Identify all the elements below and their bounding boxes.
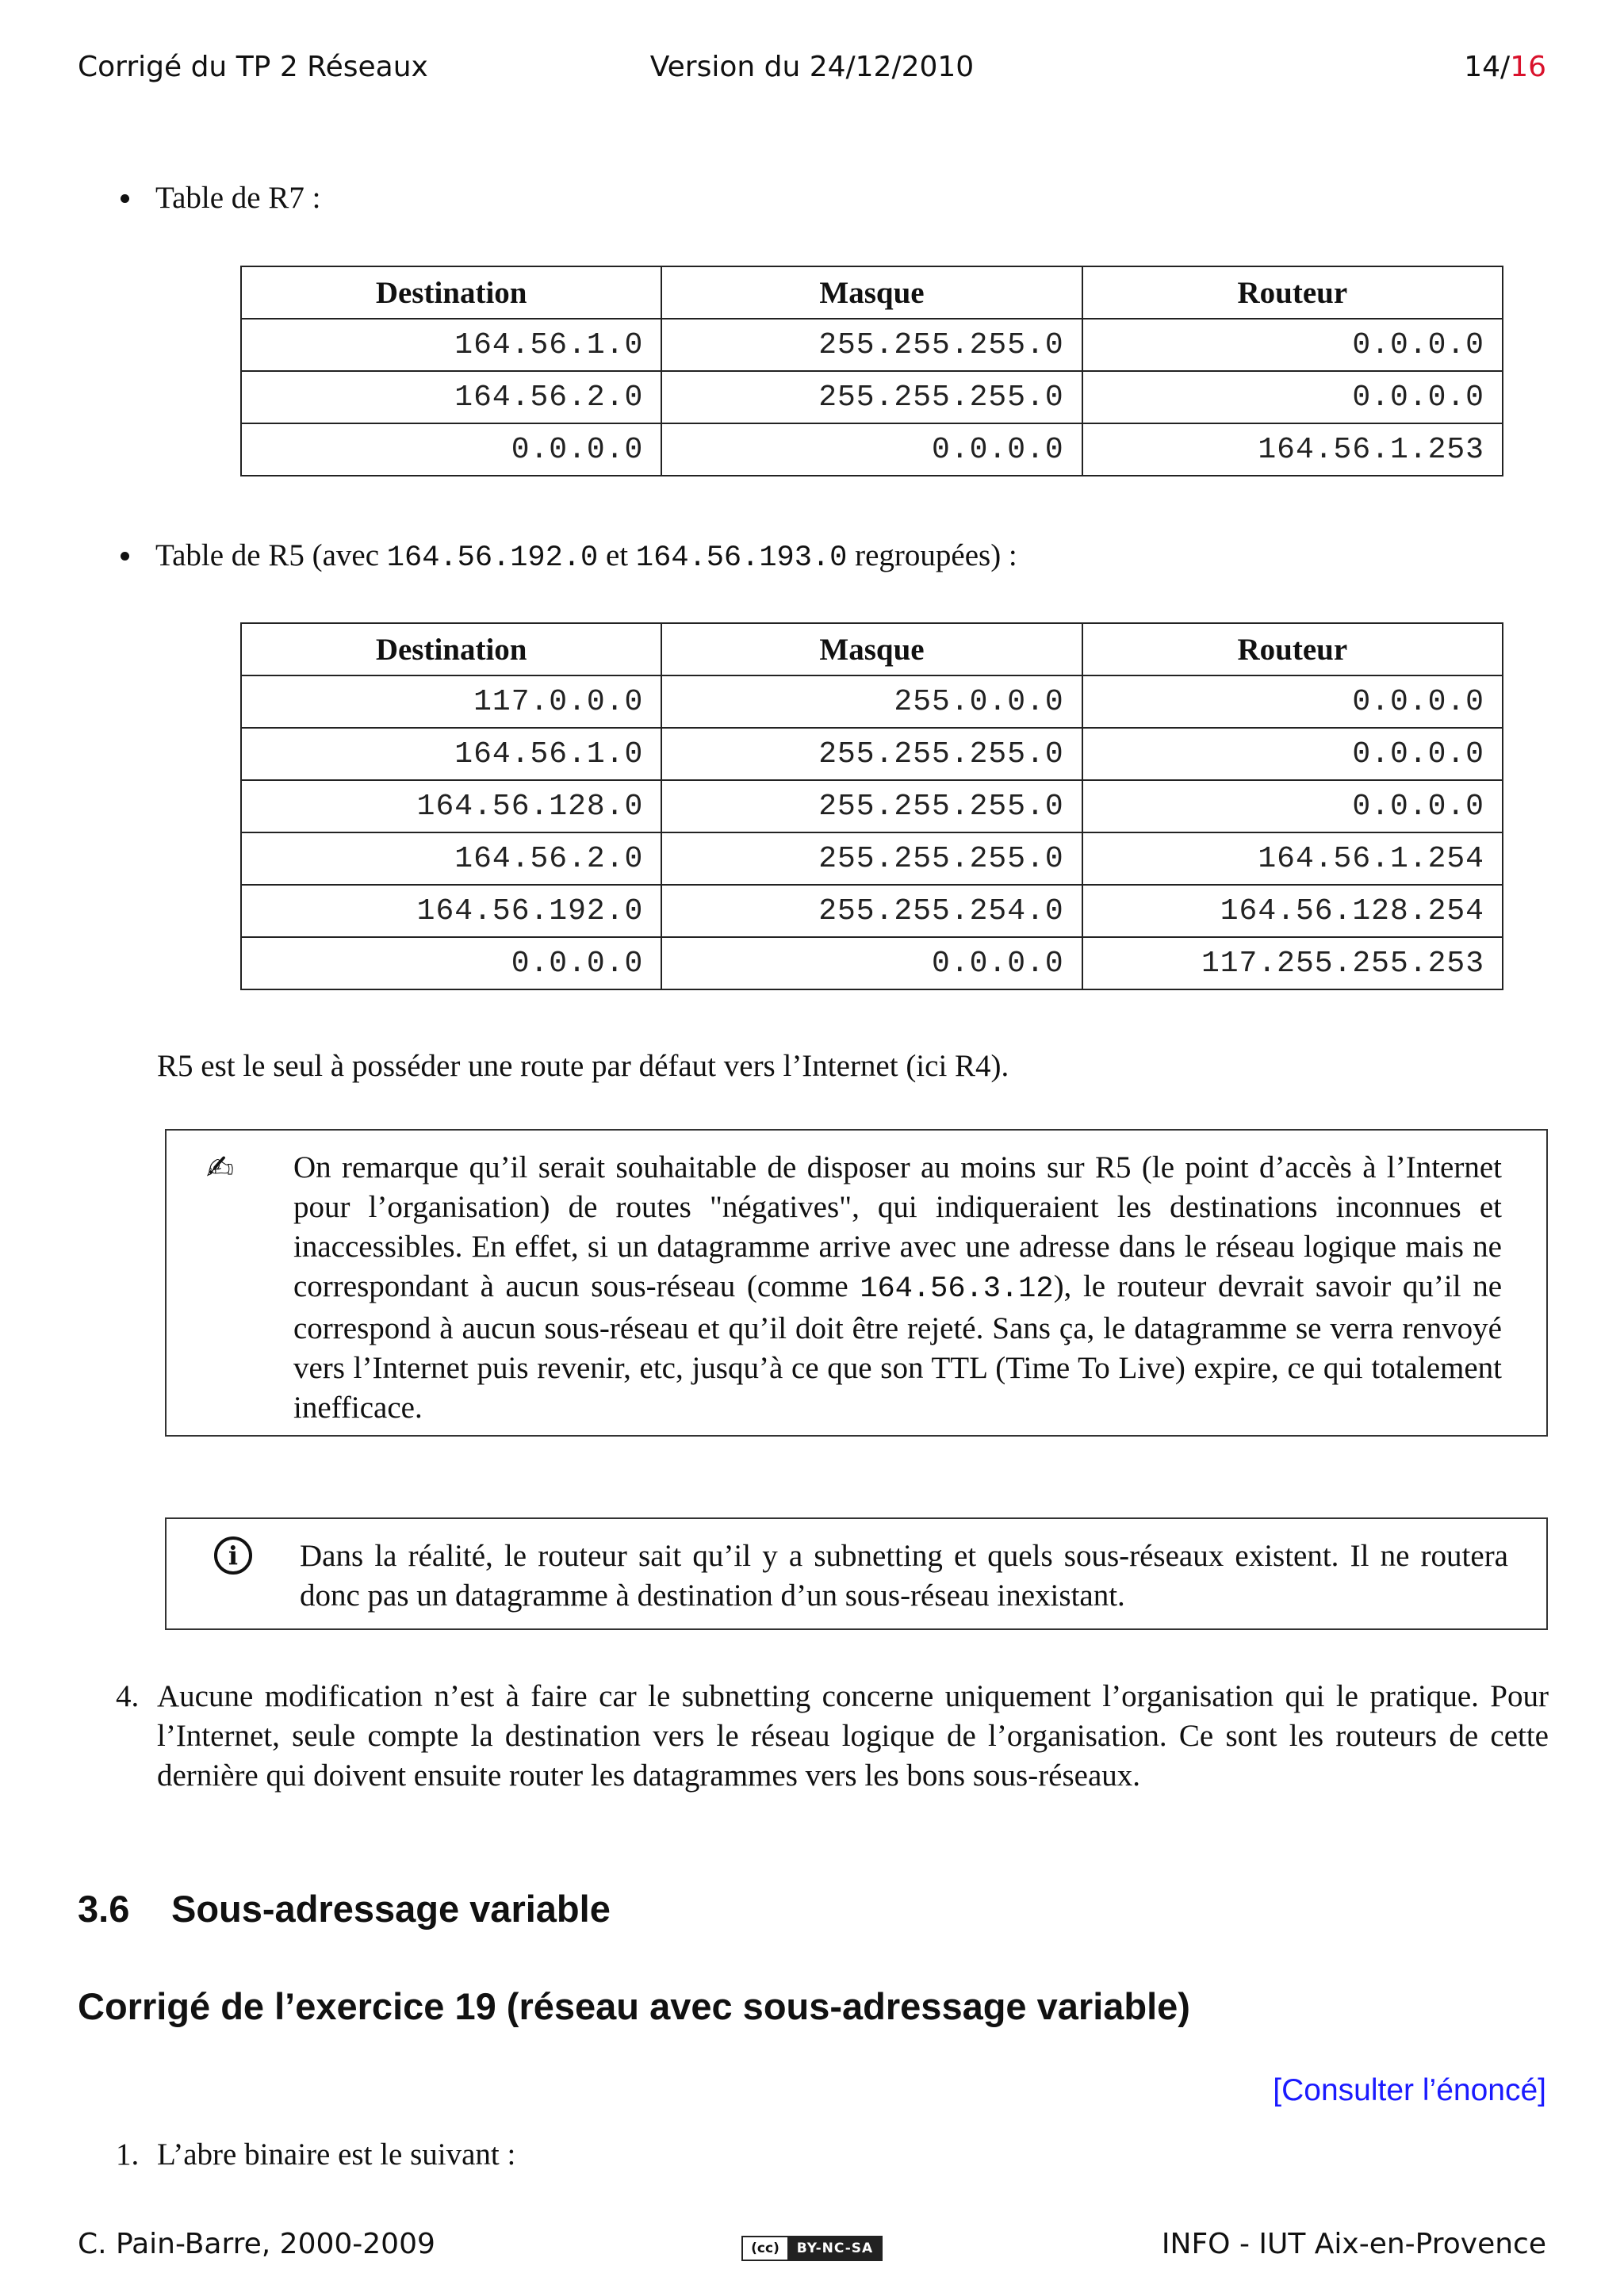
info-note-box: [165, 1517, 1548, 1630]
column-header: Destination: [241, 266, 661, 319]
table-cell: 0.0.0.0: [1082, 319, 1503, 371]
table-cell: 255.255.255.0: [661, 832, 1082, 885]
r5-routing-table: [240, 622, 1503, 990]
list-item-text: L’abre binaire est le suivant :: [157, 2137, 516, 2172]
table-row: [241, 885, 1503, 937]
footer-author: C. Pain-Barre, 2000-2009: [78, 2228, 435, 2260]
table-cell: 255.255.255.0: [661, 319, 1082, 371]
table-row: [241, 780, 1503, 832]
table-row: [241, 371, 1503, 423]
table-row: [241, 675, 1503, 728]
table-row: [241, 728, 1503, 780]
table-cell: 164.56.1.254: [1082, 832, 1503, 885]
table-cell: 0.0.0.0: [661, 937, 1082, 989]
info-note-text: Dans la réalité, le routeur sait qu’il y a subnetting et quels sous-réseaux existent. Il ne routera donc pas un datagramme à destination d’un sous-réseau inexistant.: [300, 1539, 1508, 1613]
r5-bullet: [155, 536, 1017, 578]
table-cell: 164.56.1.0: [241, 319, 661, 371]
section-heading: [78, 1887, 611, 1931]
table-cell: 255.0.0.0: [661, 675, 1082, 728]
column-header: Masque: [661, 266, 1082, 319]
table-cell: 0.0.0.0: [241, 937, 661, 989]
r7-bullet: [155, 178, 320, 218]
section-number: 3.6: [78, 1888, 130, 1930]
list-item-1: [116, 2135, 1549, 2175]
remark-note-box: [165, 1129, 1548, 1437]
table-cell: 0.0.0.0: [1082, 675, 1503, 728]
column-header: Masque: [661, 623, 1082, 675]
table-cell: 0.0.0.0: [1082, 780, 1503, 832]
table-cell: 255.255.255.0: [661, 371, 1082, 423]
bullet-icon: [121, 194, 129, 203]
r5-label-net2: 164.56.193.0: [635, 541, 848, 575]
header-version: Version du 24/12/2010: [649, 51, 975, 83]
table-cell: 164.56.2.0: [241, 371, 661, 423]
writing-hand-icon: ✍: [206, 1148, 235, 1187]
table-cell: 117.0.0.0: [241, 675, 661, 728]
table-cell: 164.56.2.0: [241, 832, 661, 885]
column-header: Routeur: [1082, 266, 1503, 319]
list-item-text: Aucune modification n’est à faire car le subnetting concerne uniquement l’organisation qui le pratique. Pour l’Internet, seule compte la destination vers le réseau logique de l’organisation. Ce sont les routeurs de cette dernière qui doivent ensuite router les datagrammes vers les bons sous-réseaux.: [157, 1679, 1549, 1793]
exercise-heading: Corrigé de l’exercice 19 (réseau avec sous-adressage variable): [78, 1985, 1190, 2027]
table-cell: 0.0.0.0: [241, 423, 661, 476]
remark-note-text: On remarque qu’il serait souhaitable de disposer au moins sur R5 (le point d’accès à l’Internet pour l’organisation) de routes "négatives", qui indiqueraient les destinations inconnues et inaccessibles. En effet, si un datagramme arrive avec une adresse dans le réseau logique mais ne correspondant à aucun sous-réseau (comme 164.56.3.12), le routeur devrait savoir qu’il ne correspond à aucun sous-réseau et qu’il doit être rejeté. Sans ça, le datagramme se verra renvoyé vers l’Internet puis revenir, etc, jusqu’à ce que son TTL (Time To Live) expire, ce qui totalement inefficace.: [293, 1150, 1503, 1425]
table-cell: 117.255.255.253: [1082, 937, 1503, 989]
table-cell: 255.255.254.0: [661, 885, 1082, 937]
section-title: Sous-adressage variable: [171, 1888, 611, 1930]
table-row: [241, 832, 1503, 885]
cc-icon: (cc): [743, 2237, 789, 2260]
header-page-total-link[interactable]: 16: [1510, 51, 1546, 83]
table-cell: 164.56.1.0: [241, 728, 661, 780]
table-row: [241, 937, 1503, 989]
table-cell: 0.0.0.0: [1082, 371, 1503, 423]
info-icon: i: [214, 1536, 252, 1575]
cc-license-badge[interactable]: [741, 2236, 883, 2261]
column-header: Destination: [241, 623, 661, 675]
column-header: Routeur: [1082, 623, 1503, 675]
table-cell: 0.0.0.0: [1082, 728, 1503, 780]
list-item-number: 4.: [116, 1679, 140, 1713]
table-cell: 255.255.255.0: [661, 728, 1082, 780]
r5-default-route-text: R5 est le seul à posséder une route par défaut vers l’Internet (ici R4).: [157, 1049, 1009, 1083]
page-header: [78, 51, 1546, 90]
header-doc-title: Corrigé du TP 2 Réseaux: [78, 51, 428, 83]
footer-institution: INFO - IUT Aix-en-Provence: [1161, 2228, 1546, 2260]
table-cell: 164.56.1.253: [1082, 423, 1503, 476]
r7-label: Table de R7 :: [155, 181, 321, 215]
consult-statement-link[interactable]: [Consulter l’énoncé]: [1273, 2073, 1546, 2107]
table-cell: 164.56.128.0: [241, 780, 661, 832]
table-row: [241, 423, 1503, 476]
r5-label-mid: et: [598, 538, 636, 572]
r5-label-post: regroupées) :: [847, 538, 1017, 572]
table-cell: 255.255.255.0: [661, 780, 1082, 832]
r7-routing-table: [240, 266, 1503, 476]
r5-label-net1: 164.56.192.0: [386, 541, 599, 575]
r5-label-pre: Table de R5 (avec: [155, 538, 387, 572]
list-item-4: [116, 1677, 1549, 1796]
table-header-row: [241, 266, 1503, 319]
list-item-number: 1.: [116, 2137, 140, 2172]
table-cell: 164.56.192.0: [241, 885, 661, 937]
bullet-icon: [121, 552, 129, 561]
table-cell: 164.56.128.254: [1082, 885, 1503, 937]
cc-license-terms: BY-NC-SA: [789, 2237, 881, 2260]
table-cell: 0.0.0.0: [661, 423, 1082, 476]
header-page-number: 14/16: [1464, 51, 1546, 83]
table-header-row: [241, 623, 1503, 675]
table-row: [241, 319, 1503, 371]
